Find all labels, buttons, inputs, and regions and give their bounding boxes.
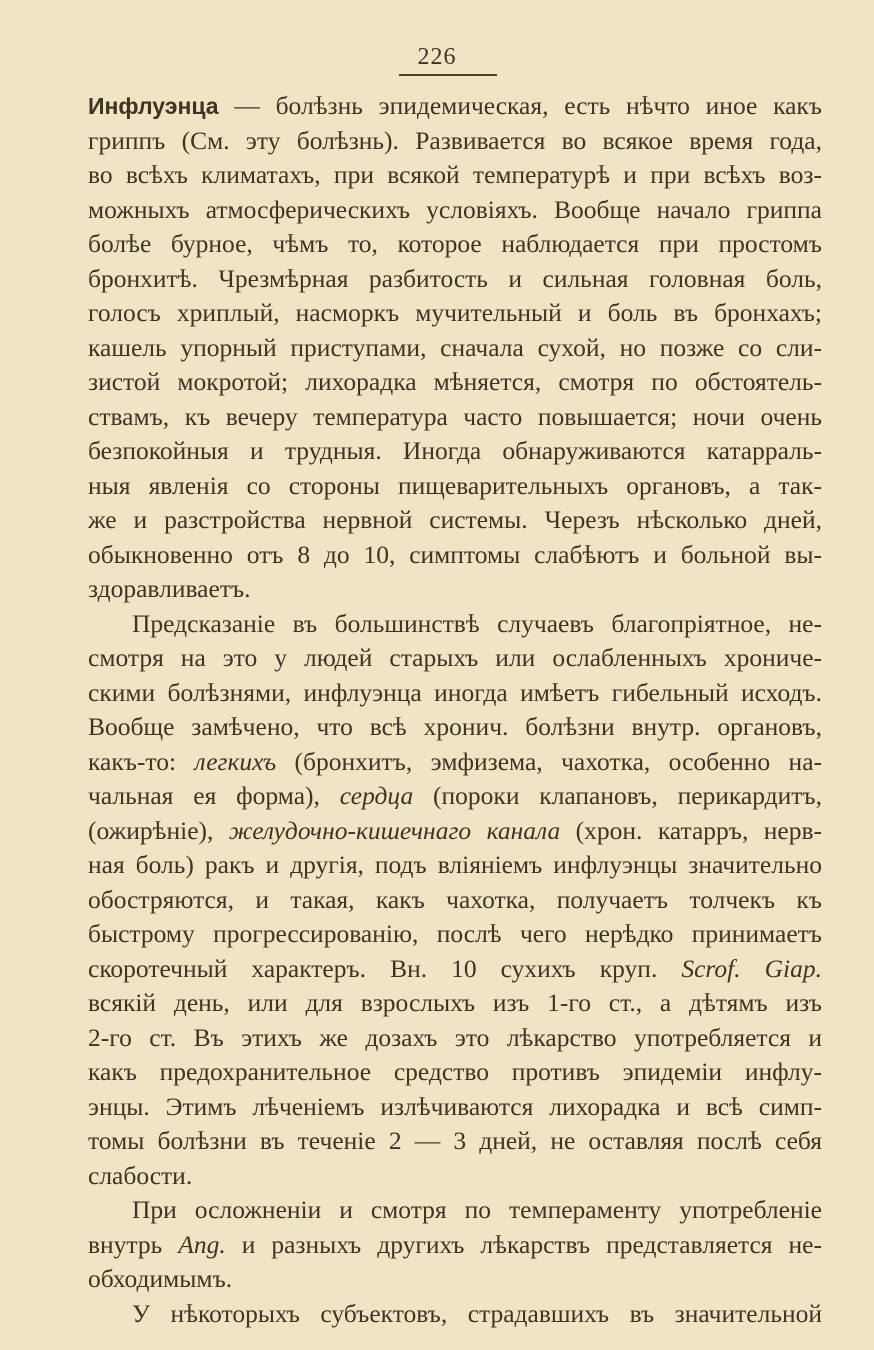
text-line: зистой мокротой; лихорадка мѣняется, смотря по обстоятель- [88, 367, 822, 396]
text-line: обходимымъ. [88, 1264, 233, 1293]
text-line: кашель упорный приступами, сначала сухой, но позже со сли- [88, 332, 822, 362]
line-text: (пороки клапановъ, перикардитъ, [413, 781, 822, 810]
text-line: Предсказаніе въ большинствѣ случаевъ благопріятное, не- [132, 608, 822, 638]
text-line: ныя явленія со стороны пищеварительныхъ органовъ, а так- [88, 470, 822, 500]
remedy-name: Ang. [178, 1229, 226, 1259]
text-line: ствамъ, къ вечеру температура часто повышается; ночи очень [88, 401, 822, 431]
line-text: чальная ея форма), [88, 781, 340, 810]
page-number-rule [399, 74, 497, 76]
text-line: слабости. [88, 1160, 193, 1190]
text-line: же и разстройства нервной системы. Черезъ нѣсколько дней, [88, 505, 822, 534]
text-line: У нѣкоторыхъ субъектовъ, страдавшихъ въ значительной [132, 1298, 822, 1328]
text-line: Вообще замѣчено, что всѣ хронич. болѣзни внутр. органовъ, [88, 712, 822, 741]
text-line [88, 813, 822, 849]
text-line [88, 951, 822, 987]
emphasized-term: сердца [339, 781, 414, 810]
text-line: быстрому прогрессированію, послѣ чего нерѣдко принимаетъ [88, 919, 822, 948]
text-line: болѣе бурное, чѣмъ то, которое наблюдается при простомъ [88, 229, 822, 258]
text-line: обыкновенно отъ 8 до 10, симптомы слабѣютъ и больной вы- [88, 539, 822, 569]
line-text: и разныхъ другихъ лѣкарствъ представляется не- [225, 1229, 822, 1259]
remedy-name: Scrof. Giap. [681, 953, 822, 983]
text-line [88, 778, 822, 814]
text-line: голосъ хриплый, насморкъ мучительный и боль въ бронхахъ; [88, 298, 822, 327]
text-line: томы болѣзни въ теченіе 2 — 3 дней, не оставляя послѣ себя [88, 1126, 822, 1155]
text-line: скими болѣзнями, инфлуэнца иногда имѣетъ гибельный исходъ. [88, 677, 822, 707]
emphasized-term: легкихъ [194, 746, 277, 776]
line-text: (хрон. катарръ, нерв- [560, 815, 823, 845]
heading-term: Инфлуэнца [88, 93, 219, 119]
text-line [88, 1227, 822, 1263]
line-text: (бронхитъ, эмфизема, чахотка, особенно на- [276, 746, 823, 776]
text-line: можныхъ атмосферическихъ условіяхъ. Вообще начало гриппа [88, 194, 822, 224]
text-line: всякій день, или для взрослыхъ изъ 1-го ст., а дѣтямъ изъ [88, 988, 822, 1017]
text-line: здоравливаетъ. [88, 574, 251, 603]
line-text: — болѣзнь эпидемическая, есть нѣчто иное какъ [218, 91, 822, 120]
line-text: внутрь [88, 1229, 179, 1259]
emphasized-term: желудочно-кишечнаго канала [228, 815, 561, 845]
text-line: смотря на это у людей старыхъ или ослабленныхъ хрониче- [88, 643, 822, 672]
line-text: (ожирѣніе), [88, 815, 229, 845]
text-line: энцы. Этимъ лѣченіемъ излѣчиваются лихорадка и всѣ симп- [88, 1091, 822, 1121]
text-line: ная боль) ракъ и другія, подъ вліяніемъ инфлуэнцы значительно [88, 850, 822, 879]
text-line: При осложненіи и смотря по темпераменту употребленіе [132, 1195, 822, 1224]
text-line: обостряются, и такая, какъ чахотка, получаетъ толчекъ къ [88, 884, 822, 914]
text-line: гриппъ (См. эту болѣзнь). Развивается во всякое время года, [88, 125, 822, 155]
line-text: скоротечный характеръ. Вн. 10 сухихъ круп. [88, 953, 682, 983]
line-text: какъ-то: [88, 746, 195, 776]
page-number: 226 [417, 44, 457, 70]
text-line: во всѣхъ климатахъ, при всякой температурѣ и при всѣхъ воз- [88, 160, 822, 189]
text-line: бронхитѣ. Чрезмѣрная разбитость и сильная головная боль, [88, 263, 822, 293]
text-line: 2-го ст. Въ этихъ же дозахъ это лѣкарство употребляется и [88, 1022, 822, 1052]
text-line: какъ предохранительное средство противъ эпидеміи инфлу- [88, 1057, 822, 1086]
text-line: безпокойныя и трудныя. Иногда обнаруживаются катарраль- [88, 436, 822, 465]
text-line [88, 88, 822, 124]
text-line [88, 744, 822, 780]
